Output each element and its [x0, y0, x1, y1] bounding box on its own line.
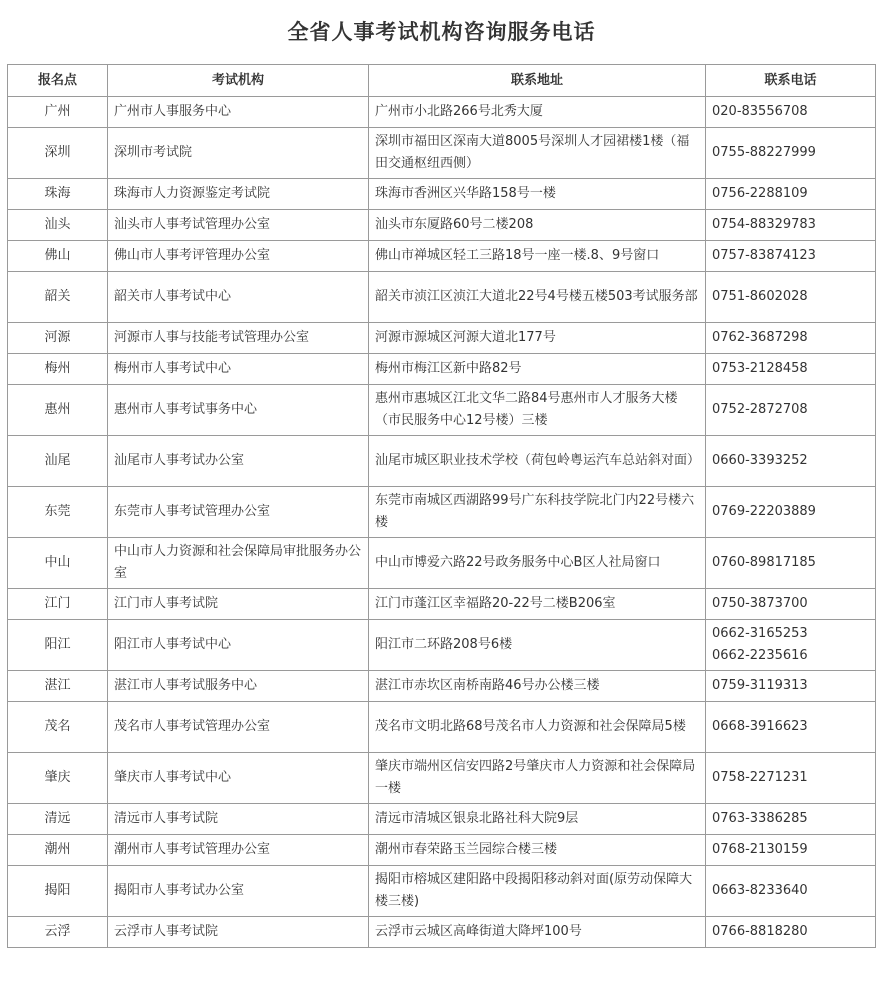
phone-number: 0662-3165253 — [712, 626, 808, 641]
cell-city: 湛江 — [8, 671, 108, 702]
table-row — [8, 436, 876, 487]
cell-city: 揭阳 — [8, 866, 108, 917]
page-title: 全省人事考试机构咨询服务电话 — [287, 19, 596, 44]
cell-address: 韶关市浈江区浈江大道北22号4号楼五楼503考试服务部 — [369, 272, 706, 323]
table-row — [8, 620, 876, 671]
table-row — [8, 917, 876, 948]
cell-address: 汕尾市城区职业技术学校（荷包岭粤运汽车总站斜对面） — [369, 436, 706, 487]
cell-phone — [706, 241, 876, 272]
cell-address: 佛山市禅城区轻工三路18号一座一楼.8、9号窗口 — [369, 241, 706, 272]
cell-phone — [706, 835, 876, 866]
phone-number: 0754-88329783 — [712, 217, 816, 232]
cell-organization: 河源市人事与技能考试管理办公室 — [108, 323, 369, 354]
phone-number: 0759-3119313 — [712, 678, 808, 693]
phone-number: 0757-83874123 — [712, 248, 816, 263]
cell-address: 阳江市二环路208号6楼 — [369, 620, 706, 671]
cell-organization: 韶关市人事考试中心 — [108, 272, 369, 323]
table-row — [8, 804, 876, 835]
cell-city: 潮州 — [8, 835, 108, 866]
phone-number: 0766-8818280 — [712, 924, 808, 939]
phone-number: 0660-3393252 — [712, 453, 808, 468]
cell-phone — [706, 436, 876, 487]
cell-address: 潮州市春荣路玉兰园综合楼三楼 — [369, 835, 706, 866]
table-row — [8, 97, 876, 128]
cell-phone — [706, 487, 876, 538]
cell-address: 云浮市云城区高峰街道大降坪100号 — [369, 917, 706, 948]
cell-organization: 广州市人事服务中心 — [108, 97, 369, 128]
cell-phone — [706, 179, 876, 210]
cell-phone — [706, 128, 876, 179]
phone-number: 0769-22203889 — [712, 504, 816, 519]
cell-city: 广州 — [8, 97, 108, 128]
cell-city: 东莞 — [8, 487, 108, 538]
cell-phone — [706, 97, 876, 128]
table-row — [8, 702, 876, 753]
cell-address: 清远市清城区银泉北路社科大院9层 — [369, 804, 706, 835]
cell-organization: 惠州市人事考试事务中心 — [108, 385, 369, 436]
phone-number: 0662-2235616 — [712, 648, 808, 663]
cell-address: 中山市博爱六路22号政务服务中心B区人社局窗口 — [369, 538, 706, 589]
cell-phone — [706, 354, 876, 385]
table-row — [8, 753, 876, 804]
cell-organization: 湛江市人事考试服务中心 — [108, 671, 369, 702]
table-row — [8, 866, 876, 917]
cell-phone — [706, 323, 876, 354]
header-city: 报名点 — [8, 65, 108, 97]
phone-number: 0752-2872708 — [712, 402, 808, 417]
phone-number: 0758-2271231 — [712, 770, 808, 785]
phone-number: 0668-3916623 — [712, 719, 808, 734]
cell-address: 东莞市南城区西湖路99号广东科技学院北门内22号楼六楼 — [369, 487, 706, 538]
header-address: 联系地址 — [369, 65, 706, 97]
cell-city: 韶关 — [8, 272, 108, 323]
phone-number: 020-83556708 — [712, 104, 808, 119]
cell-address: 湛江市赤坎区南桥南路46号办公楼三楼 — [369, 671, 706, 702]
cell-organization: 茂名市人事考试管理办公室 — [108, 702, 369, 753]
cell-phone — [706, 804, 876, 835]
header-phone: 联系电话 — [706, 65, 876, 97]
cell-organization: 深圳市考试院 — [108, 128, 369, 179]
table-row — [8, 835, 876, 866]
cell-organization: 汕头市人事考试管理办公室 — [108, 210, 369, 241]
cell-city: 河源 — [8, 323, 108, 354]
table-header-row — [8, 65, 876, 97]
cell-address: 珠海市香洲区兴华路158号一楼 — [369, 179, 706, 210]
cell-city: 惠州 — [8, 385, 108, 436]
table-row — [8, 210, 876, 241]
phone-number: 0663-8233640 — [712, 883, 808, 898]
table-row — [8, 354, 876, 385]
cell-organization: 阳江市人事考试中心 — [108, 620, 369, 671]
cell-address: 揭阳市榕城区建阳路中段揭阳移动斜对面(原劳动保障大楼三楼) — [369, 866, 706, 917]
cell-phone — [706, 272, 876, 323]
cell-organization: 佛山市人事考评管理办公室 — [108, 241, 369, 272]
cell-organization: 珠海市人力资源鉴定考试院 — [108, 179, 369, 210]
phone-number: 0750-3873700 — [712, 596, 808, 611]
table-row — [8, 272, 876, 323]
cell-phone — [706, 210, 876, 241]
cell-address: 肇庆市端州区信安四路2号肇庆市人力资源和社会保障局一楼 — [369, 753, 706, 804]
cell-organization: 东莞市人事考试管理办公室 — [108, 487, 369, 538]
cell-organization: 清远市人事考试院 — [108, 804, 369, 835]
cell-phone — [706, 866, 876, 917]
cell-phone — [706, 538, 876, 589]
cell-city: 江门 — [8, 589, 108, 620]
cell-phone — [706, 385, 876, 436]
cell-organization: 梅州市人事考试中心 — [108, 354, 369, 385]
cell-organization: 潮州市人事考试管理办公室 — [108, 835, 369, 866]
cell-city: 中山 — [8, 538, 108, 589]
cell-organization: 肇庆市人事考试中心 — [108, 753, 369, 804]
table-row — [8, 179, 876, 210]
phone-number: 0760-89817185 — [712, 555, 816, 570]
table-row — [8, 671, 876, 702]
cell-phone — [706, 917, 876, 948]
table-row — [8, 385, 876, 436]
header-organization: 考试机构 — [108, 65, 369, 97]
cell-organization: 江门市人事考试院 — [108, 589, 369, 620]
cell-organization: 汕尾市人事考试办公室 — [108, 436, 369, 487]
cell-address: 深圳市福田区深南大道8005号深圳人才园裙楼1楼（福田交通枢纽西侧） — [369, 128, 706, 179]
phone-number: 0751-8602028 — [712, 289, 808, 304]
cell-city: 清远 — [8, 804, 108, 835]
cell-organization: 云浮市人事考试院 — [108, 917, 369, 948]
cell-phone — [706, 671, 876, 702]
table-row — [8, 128, 876, 179]
cell-city: 汕尾 — [8, 436, 108, 487]
cell-city: 汕头 — [8, 210, 108, 241]
cell-city: 茂名 — [8, 702, 108, 753]
table-row — [8, 538, 876, 589]
cell-organization: 中山市人力资源和社会保障局审批服务办公室 — [108, 538, 369, 589]
phone-number: 0755-88227999 — [712, 145, 816, 160]
phone-number: 0763-3386285 — [712, 811, 808, 826]
cell-phone — [706, 620, 876, 671]
phone-number: 0768-2130159 — [712, 842, 808, 857]
cell-address: 江门市蓬江区幸福路20-22号二楼B206室 — [369, 589, 706, 620]
cell-address: 河源市源城区河源大道北177号 — [369, 323, 706, 354]
contact-table — [7, 64, 876, 948]
cell-city: 阳江 — [8, 620, 108, 671]
cell-address: 茂名市文明北路68号茂名市人力资源和社会保障局5楼 — [369, 702, 706, 753]
cell-phone — [706, 753, 876, 804]
cell-city: 梅州 — [8, 354, 108, 385]
cell-address: 梅州市梅江区新中路82号 — [369, 354, 706, 385]
cell-city: 佛山 — [8, 241, 108, 272]
cell-address: 广州市小北路266号北秀大厦 — [369, 97, 706, 128]
phone-number: 0753-2128458 — [712, 361, 808, 376]
cell-address: 惠州市惠城区江北文华二路84号惠州市人才服务大楼（市民服务中心12号楼）三楼 — [369, 385, 706, 436]
cell-organization: 揭阳市人事考试办公室 — [108, 866, 369, 917]
phone-number: 0762-3687298 — [712, 330, 808, 345]
phone-number: 0756-2288109 — [712, 186, 808, 201]
cell-city: 云浮 — [8, 917, 108, 948]
cell-phone — [706, 589, 876, 620]
cell-city: 肇庆 — [8, 753, 108, 804]
table-row — [8, 589, 876, 620]
table-row — [8, 487, 876, 538]
table-body — [8, 97, 876, 948]
cell-city: 深圳 — [8, 128, 108, 179]
table-row — [8, 323, 876, 354]
cell-phone — [706, 702, 876, 753]
cell-city: 珠海 — [8, 179, 108, 210]
table-row — [8, 241, 876, 272]
cell-address: 汕头市东厦路60号二楼208 — [369, 210, 706, 241]
